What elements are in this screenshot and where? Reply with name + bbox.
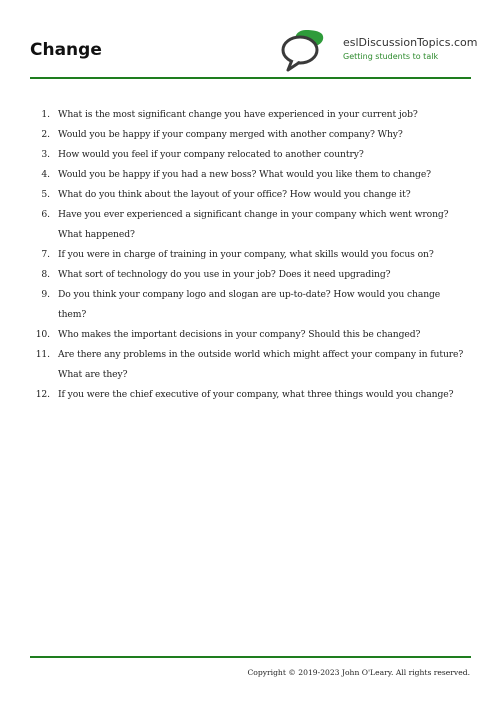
question-number: 5. — [41, 189, 50, 200]
question-text: Are there any problems in the outside world which might affect your company in future? What are they? — [58, 349, 464, 380]
question-text: What do you think about the layout of your office? How would you change it? — [58, 189, 411, 200]
question-text: Who makes the important decisions in your company? Should this be changed? — [58, 329, 421, 340]
list-item — [30, 185, 471, 205]
list-item — [30, 125, 471, 145]
question-number: 9. — [41, 289, 50, 300]
footer-divider — [30, 656, 471, 658]
brand-name: eslDiscussionTopics.com — [343, 36, 478, 49]
question-text: If you were the chief executive of your company, what three things would you change? — [58, 389, 454, 400]
list-item — [30, 265, 471, 285]
question-text: Do you think your company logo and slogan are up-to-date? How would you change them? — [58, 289, 441, 320]
question-number: 10. — [35, 329, 50, 340]
copyright-notice: Copyright © 2019-2023 John O'Leary. All rights reserved. — [247, 668, 470, 677]
question-text: What is the most significant change you have experienced in your current job? — [58, 109, 418, 120]
question-number: 11. — [35, 349, 50, 360]
question-number: 2. — [41, 129, 50, 140]
list-item — [30, 145, 471, 165]
list-item — [30, 325, 471, 345]
question-number: 3. — [41, 149, 50, 160]
list-item — [30, 205, 471, 245]
list-item — [30, 385, 471, 405]
question-number: 6. — [41, 209, 50, 220]
list-item — [30, 285, 471, 325]
question-list — [30, 105, 471, 405]
question-number: 12. — [35, 389, 50, 400]
question-text: Would you be happy if your company merged with another company? Why? — [58, 129, 403, 140]
question-number: 4. — [41, 169, 50, 180]
list-item — [30, 345, 471, 385]
question-text: What sort of technology do you use in your job? Does it need upgrading? — [58, 269, 391, 280]
page-title: Change — [30, 40, 102, 60]
brand-tagline: Getting students to talk — [343, 52, 439, 61]
question-text: Would you be happy if you had a new boss? What would you like them to change? — [58, 169, 432, 180]
list-item — [30, 105, 471, 125]
list-item — [30, 245, 471, 265]
speech-bubbles-icon — [280, 28, 342, 72]
question-number: 8. — [41, 269, 50, 280]
question-text: Have you ever experienced a significant change in your company which went wrong? What happened? — [58, 209, 449, 240]
question-number: 1. — [41, 109, 50, 120]
question-number: 7. — [41, 249, 50, 260]
header-divider — [30, 77, 471, 79]
question-text: If you were in charge of training in your company, what skills would you focus on? — [58, 249, 434, 260]
question-text: How would you feel if your company relocated to another country? — [58, 149, 364, 160]
list-item — [30, 165, 471, 185]
